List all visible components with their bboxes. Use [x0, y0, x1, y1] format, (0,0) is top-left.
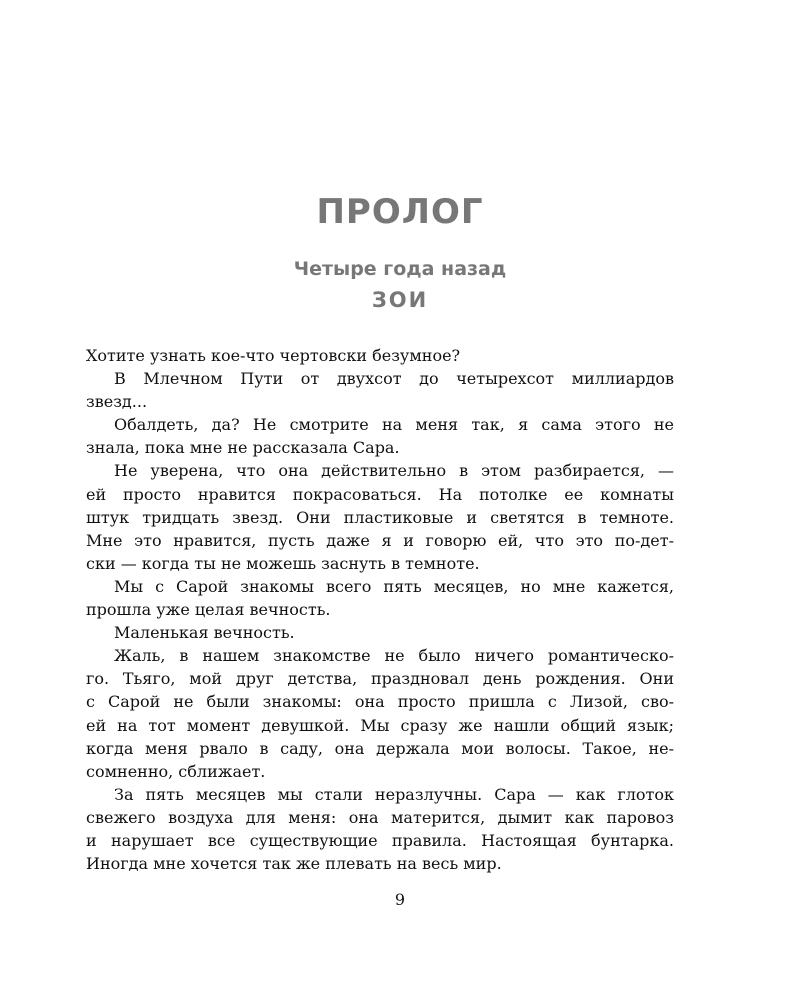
text-line: ей на тот момент девушкой. Мы сразу же нашли общий язык; [86, 715, 674, 735]
text-line: Иногда мне хочется так же плевать на весь мир. [86, 854, 502, 874]
text-line: За пять месяцев мы стали неразлучны. Сара — как глоток [114, 784, 674, 804]
text-line: сомненно, сближает. [86, 761, 266, 781]
text-line: прошла уже целая вечность. [86, 600, 331, 620]
text-line: когда меня рвало в саду, она держала мои волосы. Такое, не- [86, 738, 674, 758]
text-line: ски — когда ты не можешь заснуть в темноте. [86, 553, 480, 573]
body-text [86, 344, 674, 875]
text-line: В Млечном Пути от двухсот до четырехсот миллиардов [114, 369, 674, 389]
text-line: и нарушает все существующие правила. Настоящая бунтарка. [86, 830, 674, 850]
text-line: Маленькая вечность. [114, 623, 295, 643]
text-line: с Сарой не были знакомы: она просто пришла с Лизой, сво- [86, 692, 674, 712]
text-line: Обалдеть, да? Не смотрите на меня так, я сама этого не [114, 415, 674, 435]
text-line: свежего воздуха для меня: она матерится, дымит как паровоз [86, 807, 674, 827]
text-line: штук тридцать звезд. Они пластиковые и светятся в темноте. [86, 507, 674, 527]
text-line: Жаль, в нашем знакомстве не было ничего романтическо- [114, 646, 674, 666]
chapter-subtitle: Четыре года назад [293, 258, 507, 280]
page-number: 9 [394, 890, 406, 909]
text-line: го. Тьяго, мой друг детства, праздновал день рождения. Они [86, 669, 674, 689]
text-line: знала, пока мне не рассказала Сара. [86, 438, 400, 458]
narrator-name: ЗОИ [371, 288, 429, 312]
chapter-title: ПРОЛОГ [316, 192, 484, 232]
text-line: Мне это нравится, пусть даже я и говорю ей, что это по-дет- [86, 530, 674, 550]
text-line: Не уверена, что она действительно в этом разбирается, — [114, 461, 674, 481]
text-line: Мы с Сарой знакомы всего пять месяцев, но мне кажется, [114, 576, 674, 596]
text-line: Хотите узнать кое-что чертовски безумное? [86, 346, 461, 365]
text-line: ей просто нравится покрасоваться. На потолке ее комнаты [86, 484, 674, 504]
text-line: звезд... [86, 392, 148, 412]
